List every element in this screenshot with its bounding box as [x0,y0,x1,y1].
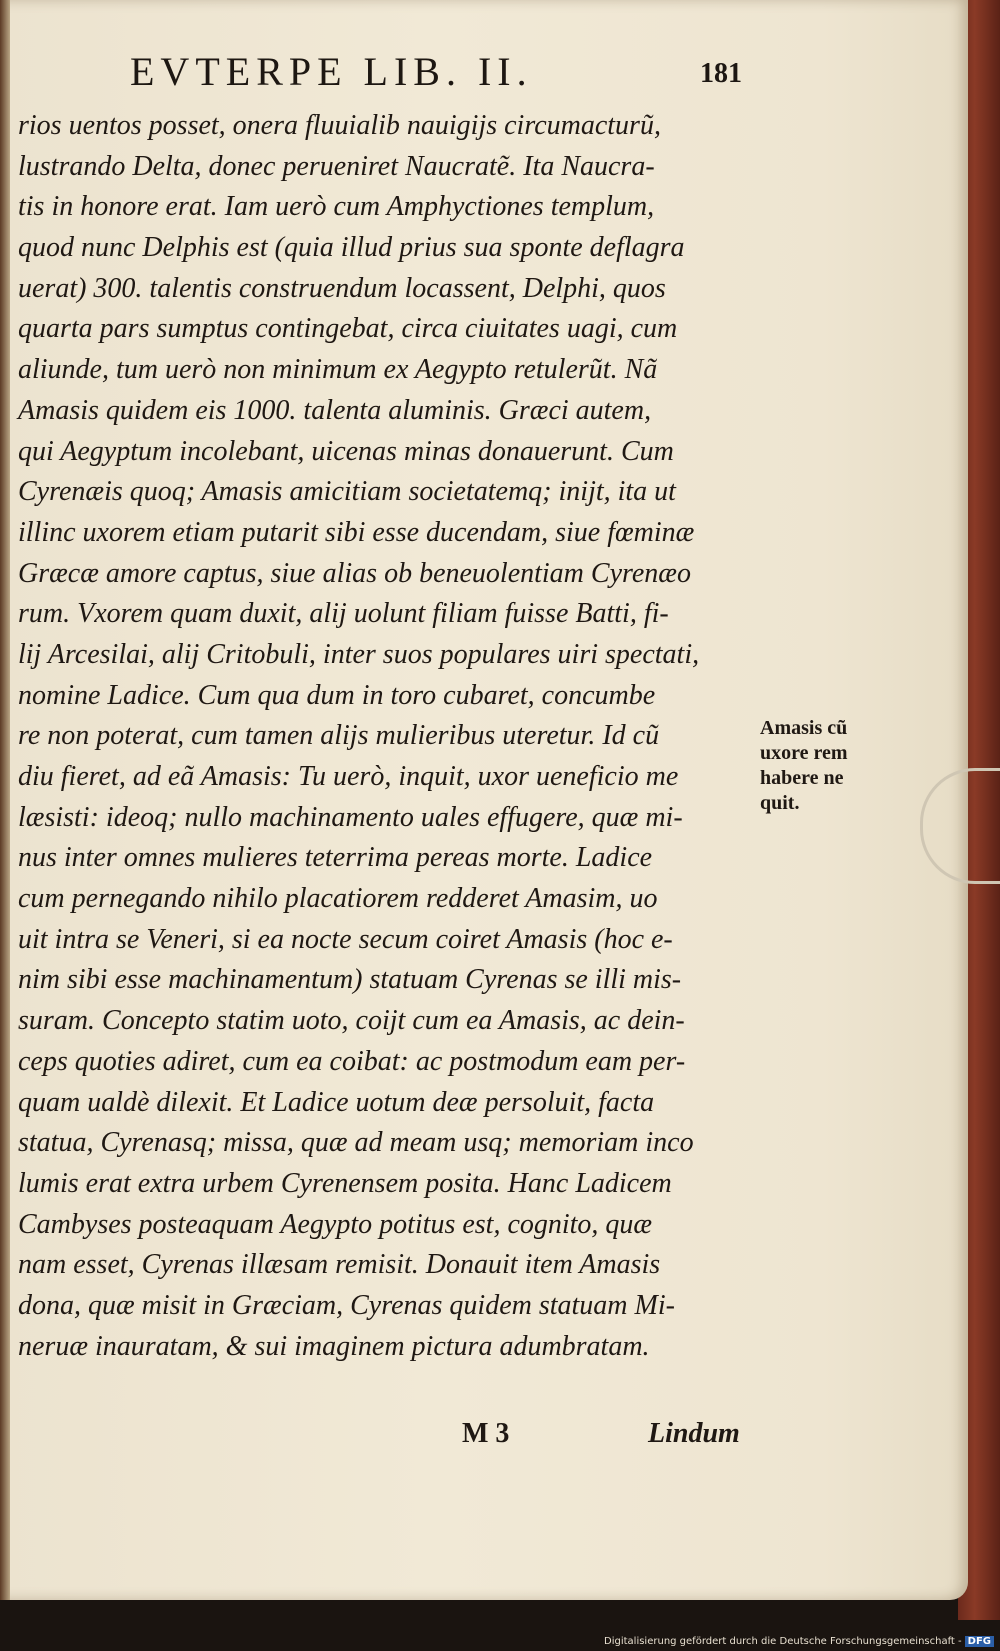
marginal-note-line: quit. [760,792,800,814]
catchword: Lindum [648,1418,740,1449]
text-line: illinc uxorem etiam putarit sibi esse ducendam, siue fœminæ [18,516,695,548]
text-line: Amasis quidem eis 1000. talenta aluminis. Græci autem, [18,394,652,426]
text-line: neruæ inauratam, & sui imaginem pictura adumbratam. [18,1330,650,1362]
text-line: nam esset, Cyrenas illæsam remisit. Donauit item Amasis [18,1249,661,1281]
text-line: suram. Concepto statim uoto, coijt cum ea Amasis, ac dein- [18,1005,685,1037]
marginal-note-line: habere ne [760,767,844,789]
text-line: re non poterat, cum tamen alijs mulieribus uteretur. Id cũ [18,720,660,752]
text-line: nomine Ladice. Cum qua dum in toro cubaret, concumbe [18,679,656,711]
text-line: quam ualdè dilexit. Et Ladice uotum deæ persoluit, facta [18,1086,655,1118]
text-line: Græcæ amore captus, siue alias ob beneuolentiam Cyrenæo [18,557,691,589]
marginal-note [760,716,890,816]
text-line: lustrando Delta, donec perueniret Naucratẽ. Ita Naucra- [18,150,655,182]
text-line: lij Arcesilai, alij Critobuli, inter suos populares uiri spectati, [18,638,700,670]
text-line: rum. Vxorem quam duxit, alij uolunt filiam fuisse Batti, fi- [18,598,669,630]
running-title: EVTERPE LIB. II. [130,49,533,94]
text-line: quod nunc Delphis est (quia illud prius sua sponte deflagra [18,232,685,264]
text-line: tis in honore erat. Iam uerò cum Amphyctiones templum, [18,191,655,223]
text-line: qui Aegyptum incolebant, uicenas minas donauerunt. Cum [18,435,674,467]
text-line: ceps quoties adiret, cum ea coibat: ac postmodum eam per- [18,1045,686,1077]
text-line: statua, Cyrenasq; missa, quæ ad meam usq; memoriam inco [18,1127,694,1159]
dfg-logo: DFG [965,1636,994,1647]
text-line: dona, quæ misit in Græciam, Cyrenas quidem statuam Mi- [18,1289,675,1321]
main-text-block [18,106,758,1367]
digitization-credit [604,1636,994,1647]
credit-text: Digitalisierung gefördert durch die Deutsche Forschungsgemeinschaft - [604,1636,962,1647]
text-line: lumis erat extra urbem Cyrenensem posita. Hanc Ladicem [18,1167,672,1199]
text-line: nim sibi esse machinamentum) statuam Cyrenas se illi mis- [18,964,682,996]
page-number: 181 [700,58,742,89]
page-gutter-shadow [0,0,10,1600]
signature-mark: M 3 [462,1418,510,1449]
text-line: Cyrenæis quoq; Amasis amicitiam societatemq; inijt, ita ut [18,476,676,508]
text-line: uerat) 300. talentis construendum locassent, Delphi, quos [18,272,666,304]
text-line: cum pernegando nihilo placatiorem redderet Amasim, uo [18,883,658,915]
text-line: nus inter omnes mulieres teterrima pereas morte. Ladice [18,842,653,874]
text-line: uit intra se Veneri, si ea nocte secum coiret Amasis (hoc e- [18,923,673,955]
text-line: aliunde, tum uerò non minimum ex Aegypto retulerũt. Nã [18,354,658,386]
text-line: rios uentos posset, onera fluuialib nauigijs circumacturũ, [18,110,661,141]
marginal-note-line: uxore rem [760,742,848,764]
text-line: quarta pars sumptus contingebat, circa ciuitates uagi, cum [18,313,678,345]
text-line: diu fieret, ad eã Amasis: Tu uerò, inquit, uxor ueneficio me [18,761,679,792]
text-line: læsisti: ideoq; nullo machinamento uales effugere, quæ mi- [18,801,683,833]
marginal-note-line: Amasis cũ [760,717,848,739]
text-line: Cambyses posteaquam Aegypto potitus est, cognito, quæ [18,1208,653,1240]
